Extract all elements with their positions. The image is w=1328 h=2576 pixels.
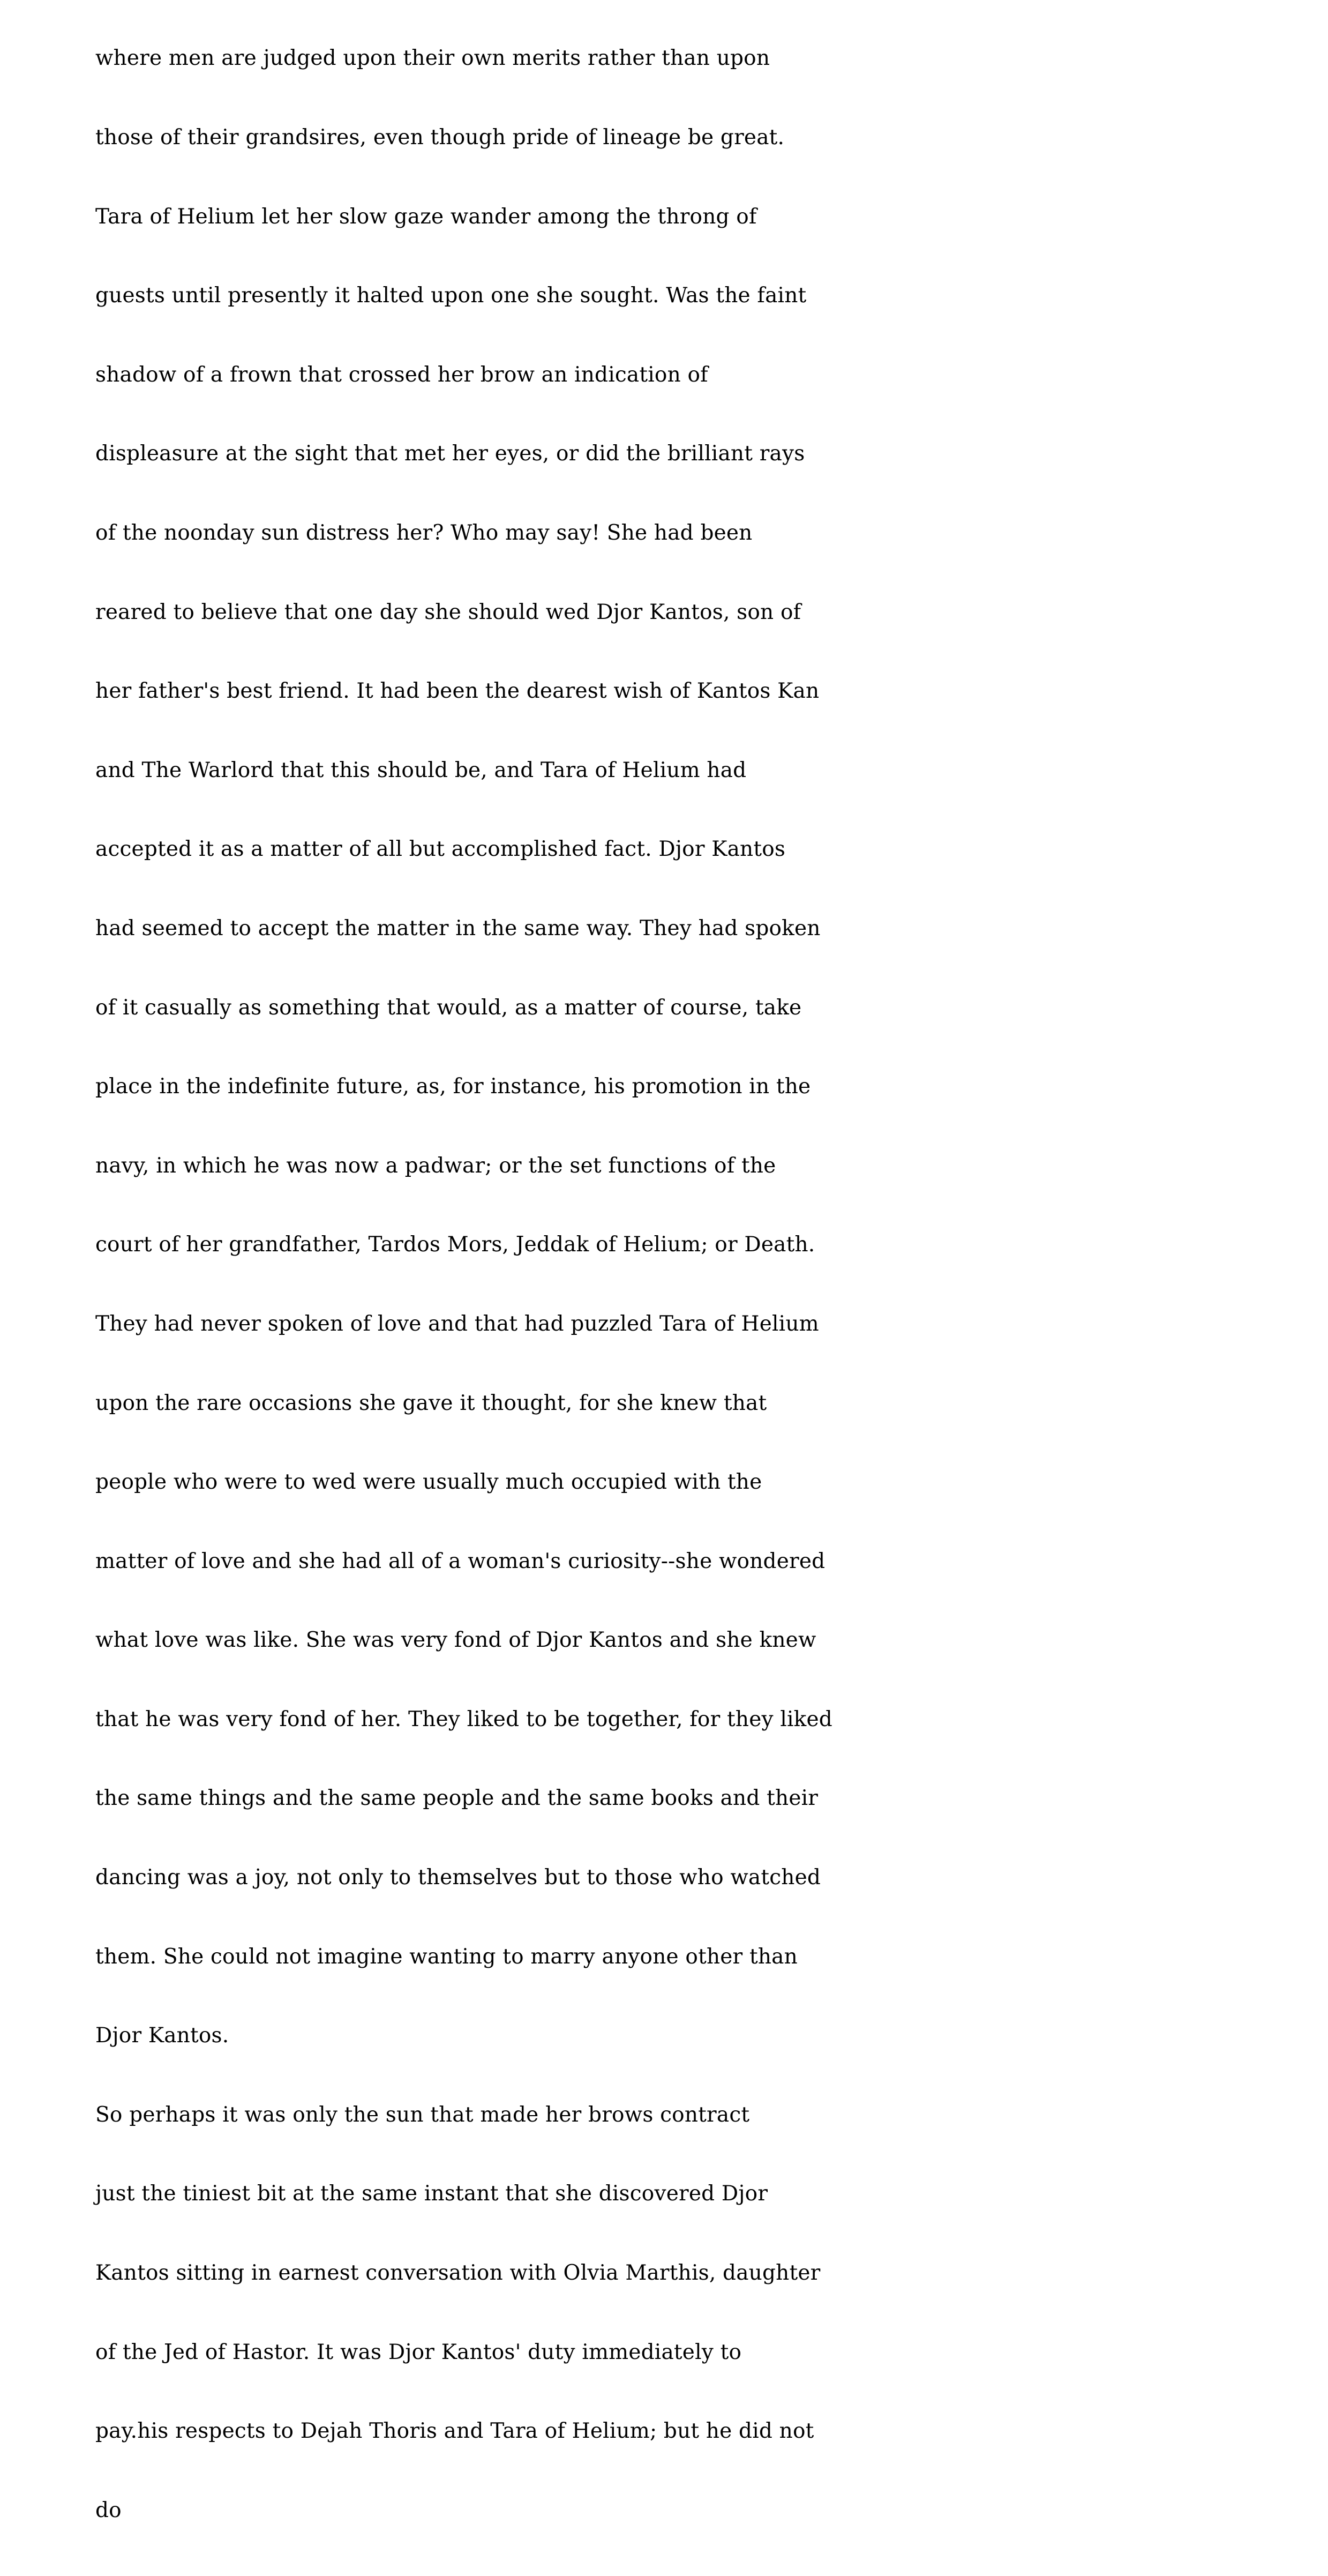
text-line: just the tiniest bit at the same instant that she discovered Djor: [95, 2182, 768, 2206]
text-line: what love was like. She was very fond of Djor Kantos and she knew: [95, 1628, 816, 1653]
text-line: people who were to wed were usually much occupied with the: [95, 1470, 762, 1495]
text-line: accepted it as a matter of all but accomplished fact. Djor Kantos: [95, 837, 786, 862]
text-line: place in the indefinite future, as, for instance, his promotion in the: [95, 1074, 811, 1099]
text-line: them. She could not imagine wanting to marry anyone other than: [95, 1944, 798, 1969]
text-line: They had never spoken of love and that had puzzled Tara of Helium: [95, 1311, 819, 1336]
text-line: reared to believe that one day she should wed Djor Kantos, son of: [95, 600, 801, 624]
text-line: Djor Kantos.: [95, 2024, 229, 2048]
text-line: pay.his respects to Dejah Thoris and Tara of Helium; but he did not: [95, 2419, 814, 2444]
text-line: guests until presently it halted upon one she sought. Was the faint: [95, 283, 807, 308]
text-line: matter of love and she had all of a woman's curiosity--she wondered: [95, 1549, 826, 1573]
text-line: where men are judged upon their own merits rather than upon: [95, 46, 770, 71]
text-line: those of their grandsires, even though pride of lineage be great.: [95, 125, 785, 150]
text-line: dancing was a joy, not only to themselves but to those who watched: [95, 1865, 821, 1890]
body-text: [95, 0, 872, 2576]
text-line: do: [95, 2498, 122, 2522]
text-line: of the noonday sun distress her? Who may say! She had been: [95, 520, 753, 545]
text-line: Tara of Helium let her slow gaze wander among the throng of: [95, 204, 757, 229]
text-line: had seemed to accept the matter in the same way. They had spoken: [95, 916, 821, 940]
text-line: So perhaps it was only the sun that made her brows contract: [95, 2102, 750, 2127]
text-line: navy, in which he was now a padwar; or the set functions of the: [95, 1153, 776, 1178]
text-line: court of her grandfather, Tardos Mors, Jeddak of Helium; or Death.: [95, 1233, 815, 1257]
text-line: of it casually as something that would, as a matter of course, take: [95, 995, 802, 1020]
text-line: of the Jed of Hastor. It was Djor Kantos' duty immediately to: [95, 2340, 742, 2364]
text-line: displeasure at the sight that met her eyes, or did the brilliant rays: [95, 442, 805, 466]
text-line: Kantos sitting in earnest conversation with Olvia Marthis, daughter: [95, 2261, 821, 2286]
text-line: and The Warlord that this should be, and Tara of Helium had: [95, 758, 747, 782]
text-line: that he was very fond of her. They liked to be together, for they liked: [95, 1707, 832, 1731]
text-line: shadow of a frown that crossed her brow an indication of: [95, 362, 708, 387]
text-line: her father's best friend. It had been the dearest wish of Kantos Kan: [95, 679, 820, 704]
text-line: upon the rare occasions she gave it thought, for she knew that: [95, 1391, 767, 1415]
text-line: the same things and the same people and the same books and their: [95, 1786, 819, 1811]
